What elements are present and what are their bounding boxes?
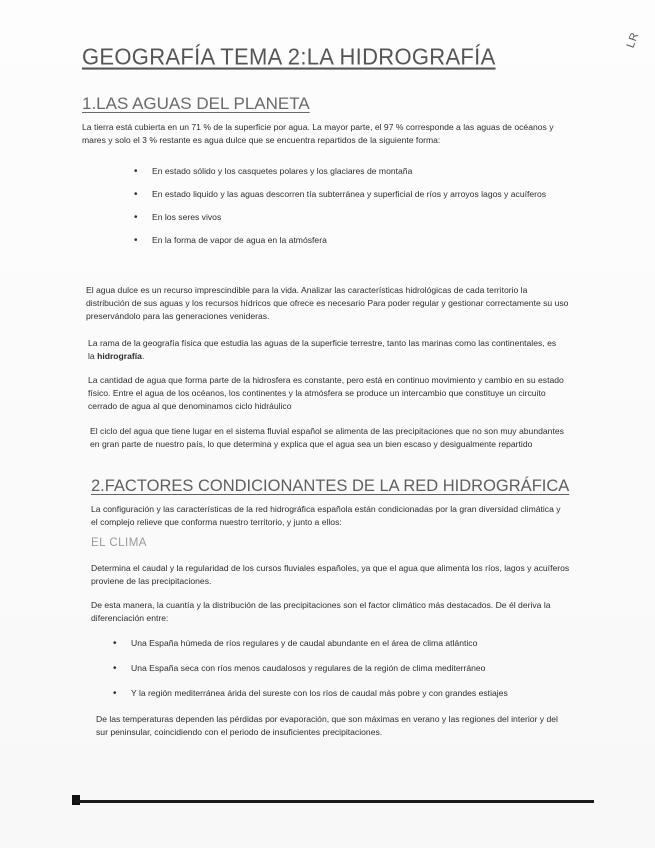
section-2-intro: La configuración y las características de la red hidrográfica española están condicionadas por la gran diversidad climática y el complejo relieve que conforma nuestro territorio, y junto a ellos:: [91, 504, 561, 527]
list-item: • En los seres vivos: [134, 211, 574, 224]
water-distribution-list: [134, 165, 574, 257]
section-2-paragraph-2: De esta manera, la cuantía y la distribución de las precipitaciones son el factor climático más destacados. De él deriva la diferenciación entre:: [91, 600, 551, 623]
section-1-heading: 1.LAS AGUAS DEL PLANETA: [82, 94, 310, 113]
climate-regions-list: [113, 637, 573, 712]
section-2-paragraph-3: De las temperaturas dependen las pérdidas por evaporación, que son máximas en verano y las regiones del interior y del sur peninsular, coincidiendo con el periodo de insuficientes precipitaciones.: [96, 714, 558, 737]
page-title: GEOGRAFÍA TEMA 2:LA HIDROGRAFÍA: [82, 43, 496, 70]
list-item: • En la forma de vapor de agua en la atmósfera: [134, 234, 574, 247]
section-1-paragraph-1: El agua dulce es un recurso imprescindible para la vida. Analizar las características hidrológicas de cada territorio la distribución de sus aguas y los recursos hídricos que ofrece es necesario Para poder regular y gestionar correctamente su uso preservándolo para las generaciones venideras.: [86, 285, 569, 321]
list-item: • Y la región mediterránea árida del sureste con los ríos de caudal más pobre y con grandes estiajes: [113, 687, 573, 700]
paragraph-text: La rama de la geografía física que estudia las aguas de la superficie terrestre, tanto las marinas como las continentales, es la: [88, 338, 557, 361]
list-item: • En estado sólido y los casquetes polares y los glaciares de montaña: [134, 165, 574, 178]
scan-edge-line: [74, 800, 594, 803]
list-item: • En estado liquido y las aguas descorren tía subterránea y superficial de ríos y arroyos lagos y acuíferos: [134, 188, 574, 201]
section-1-paragraph-4: El ciclo del agua que tiene lugar en el sistema fluvial español se alimenta de las precipitaciones que no son muy abundantes en gran parte de nuestro país, lo que determina y explica que el agua sea un bien escaso y desigualmente repartido: [90, 426, 564, 449]
section-1-paragraph-3: La cantidad de agua que forma parte de la hidrosfera es constante, pero está en continuo movimiento y cambio en su estado físico. Entre el agua de los océanos, los continentes y la atmósfera se produce un intercambio que constituye un circuito cerrado de agua al que denominamos ciclo hidráulico: [88, 375, 564, 411]
list-item: • Una España húmeda de ríos regulares y de caudal abundante en el área de clima atlántico: [113, 637, 573, 650]
climate-subheading: EL CLIMA: [91, 537, 147, 549]
list-item: • Una España seca con ríos menos caudalosos y regulares de la región de clima mediterráneo: [113, 662, 573, 675]
paragraph-text: .: [141, 351, 145, 361]
section-1-paragraph-2: [88, 337, 558, 363]
section-1-intro: La tierra está cubierta en un 71 % de la superficie por agua. La mayor parte, el 97 % corresponde a las aguas de océanos y mares y solo el 3 % restante es agua dulce que se encuentra repartidos de la siguiente forma:: [82, 122, 554, 145]
section-2-heading: 2.FACTORES CONDICIONANTES DE LA RED HIDROGRÁFICA: [91, 477, 570, 495]
bold-term: hidrografía: [97, 351, 142, 361]
section-2-paragraph-1: Determina el caudal y la regularidad de los cursos fluviales españoles, ya que el agua que alimenta los ríos, lagos y acuíferos proviene de las precipitaciones.: [91, 563, 570, 586]
corner-annotation: LR: [624, 30, 642, 50]
